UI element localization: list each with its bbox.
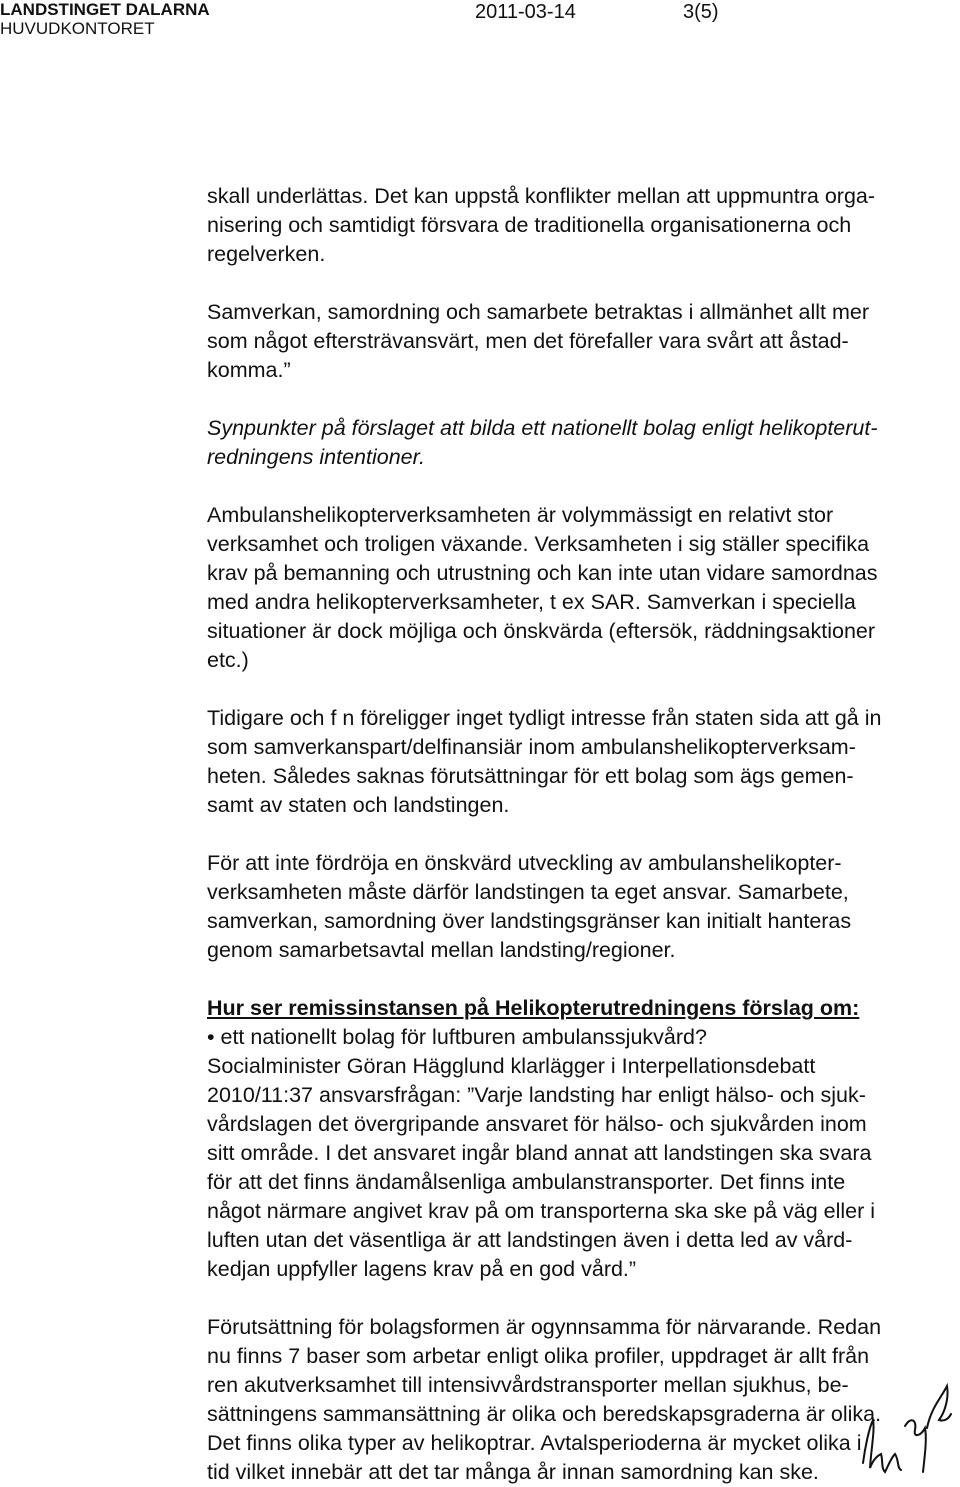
paragraph-7 (207, 1313, 907, 1487)
bullet-item: • ett nationellt bolag för luftburen ambulanssjukvård? (207, 1025, 707, 1049)
text-line: Samverkan, samordning och samarbete betraktas i allmänhet allt mer (207, 300, 870, 324)
handwritten-initials (855, 1368, 955, 1478)
text-line: komma.” (207, 358, 291, 382)
text-line: krav på bemanning och utrustning och kan inte utan vidare samordnas (207, 561, 878, 585)
text-line: kedjan uppfyller lagens krav på en god vård.” (207, 1257, 637, 1281)
section-2 (207, 994, 907, 1284)
text-line: Förutsättning för bolagsformen är ogynnsamma för närvarande. Redan (207, 1315, 882, 1339)
text-line: som samverkanspart/delfinansiär inom ambulanshelikopterverksam- (207, 735, 856, 759)
text-line: 2010/11:37 ansvarsfrågan: ”Varje landsting har enligt hälso- och sjuk- (207, 1083, 866, 1107)
text-line: Tidigare och f n föreligger inget tydligt intresse från staten sida att gå in (207, 706, 882, 730)
page-header (0, 0, 960, 44)
text-line: etc.) (207, 648, 249, 672)
text-line: för att det finns ändamålsenliga ambulanstransporter. Det finns inte (207, 1170, 846, 1194)
text-line: sitt område. I det ansvaret ingår bland annat att landstingen ska svara (207, 1141, 872, 1165)
text-line: Socialminister Göran Hägglund klarlägger i Interpellationsdebatt (207, 1054, 816, 1078)
text-line: situationer är dock möjliga och önskvärda (eftersök, räddningsaktioner (207, 619, 876, 643)
text-line: nisering och samtidigt försvara de traditionella organisationerna och (207, 213, 852, 237)
text-line: För att inte fördröja en önskvärd utveckling av ambulanshelikopter- (207, 851, 842, 875)
text-line: nu finns 7 baser som arbetar enligt olika profiler, uppdraget är allt från (207, 1344, 870, 1368)
text-line: luften utan det väsentliga är att landstingen även i detta led av vård- (207, 1228, 853, 1252)
text-line: verksamheten måste därför landstingen ta eget ansvar. Samarbete, (207, 880, 849, 904)
paragraph-3 (207, 501, 907, 675)
text-line: samt av staten och landstingen. (207, 793, 510, 817)
text-line: verksamhet och troligen växande. Verksamheten i sig ställer specifika (207, 532, 870, 556)
text-line: skall underlättas. Det kan uppstå konflikter mellan att uppmuntra orga- (207, 184, 876, 208)
organization-name: LANDSTINGET DALARNA (0, 0, 210, 19)
text-line: Det finns olika typer av helikoptrar. Avtalsperioderna är mycket olika i (207, 1431, 862, 1455)
document-body (207, 182, 907, 1487)
text-line: ren akutverksamhet till intensivvårdstransporter mellan sjukhus, be- (207, 1373, 849, 1397)
text-line: regelverken. (207, 242, 326, 266)
text-line: Synpunkter på förslaget att bilda ett nationellt bolag enligt helikopterut- (207, 416, 878, 440)
text-line: Ambulanshelikopterverksamheten är volymmässigt en relativt stor (207, 503, 834, 527)
department-name: HUVUDKONTORET (0, 19, 155, 38)
document-date: 2011-03-14 (475, 1, 576, 23)
text-line: som något eftersträvansvärt, men det förefaller vara svårt att åstad- (207, 329, 849, 353)
text-line: tid vilket innebär att det tar många år innan samordning kan ske. (207, 1460, 819, 1484)
text-line: heten. Således saknas förutsättningar för ett bolag som ägs gemen- (207, 764, 854, 788)
text-line: redningens intentioner. (207, 445, 425, 469)
text-line: sättningens sammansättning är olika och beredskapsgraderna är olika. (207, 1402, 882, 1426)
paragraph-1 (207, 182, 907, 269)
page-number: 3(5) (683, 1, 719, 23)
text-line: genom samarbetsavtal mellan landsting/regioner. (207, 938, 676, 962)
paragraph-4 (207, 704, 907, 820)
text-line: samverkan, samordning över landstingsgränser kan initialt hanteras (207, 909, 852, 933)
paragraph-5 (207, 849, 907, 965)
text-line: med andra helikopterverksamheter, t ex SAR. Samverkan i speciella (207, 590, 856, 614)
paragraph-2 (207, 298, 907, 385)
text-line: vårdslagen det övergripande ansvaret för hälso- och sjukvården inom (207, 1112, 867, 1136)
text-line: något närmare angivet krav på om transporterna ska ske på väg eller i (207, 1199, 876, 1223)
subheading (207, 414, 907, 472)
section-heading: Hur ser remissinstansen på Helikopterutredningens förslag om: (207, 996, 860, 1020)
